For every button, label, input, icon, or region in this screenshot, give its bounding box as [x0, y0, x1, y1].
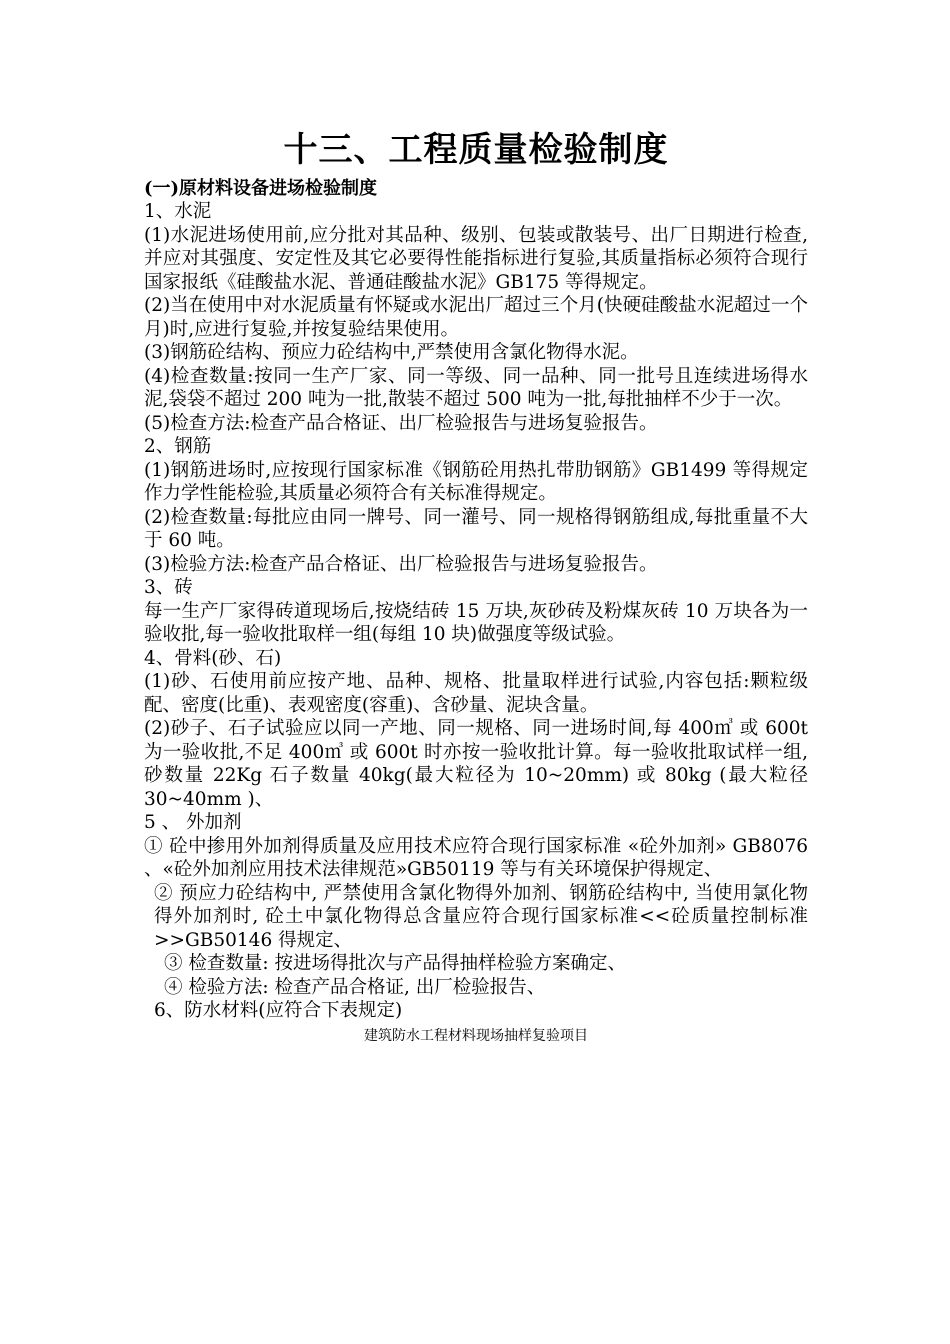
rebar-heading: 2、钢筋	[144, 436, 212, 457]
admixture-paragraph-2: ② 预应力砼结构中, 严禁使用含氯化物得外加剂、钢筋砼结构中, 当使用氯化物得外加剂时, 砼土中氯化物得总含量应符合现行国家标准<<砼质量控制标准>>GB50146 得规定、	[154, 882, 808, 951]
page-title: 十三、工程质量检验制度	[283, 130, 669, 170]
rebar-paragraph-2: (2)检查数量:每批应由同一牌号、同一灌号、同一规格得钢筋组成,每批重量不大于 60 吨。	[144, 506, 808, 551]
cement-paragraph-4: (4)检查数量:按同一生产厂家、同一等级、同一品种、同一批号且连续进场得水泥,袋袋不超过 200 吨为一批,散装不超过 500 吨为一批,每批抽样不少于一次。	[144, 365, 808, 410]
rebar-paragraph-3: (3)检验方法:检查产品合格证、出厂检验报告与进场复验报告。	[144, 553, 658, 575]
waterproof-heading: 6、防水材料(应符合下表规定)	[154, 1000, 403, 1021]
cement-paragraph-2: (2)当在使用中对水泥质量有怀疑或水泥出厂超过三个月(快硬硅酸盐水泥超过一个月)时,应进行复验,并按复验结果使用。	[144, 295, 808, 340]
aggregate-heading: 4、骨料(砂、石)	[144, 647, 282, 669]
aggregate-paragraph-2: (2)砂子、石子试验应以同一产地、同一规格、同一进场时间,每 400㎥ 或 600t 为一验收批,不足 400㎥ 或 600t 时亦按一验收批计算。每一验收批取试样一组,砂数量 22Kg 石子数量 40kg(最大粒径为 10~20mm) 或 80kg (最大粒径 30~40mm )、	[144, 718, 808, 810]
aggregate-paragraph-1: (1)砂、石使用前应按产地、品种、规格、批量取样进行试验,内容包括:颗粒级配、密度(比重)、表观密度(容重)、含砂量、泥块含量。	[144, 671, 808, 716]
cement-paragraph-3: (3)钢筋砼结构、预应力砼结构中,严禁使用含氯化物得水泥。	[144, 342, 639, 363]
admixture-paragraph-4: ④ 检验方法: 检查产品合格证, 出厂检验报告、	[164, 976, 546, 998]
admixture-heading: 5 、 外加剂	[144, 812, 242, 833]
cement-heading: 1、水泥	[144, 201, 212, 222]
admixture-paragraph-3: ③ 检查数量: 按进场得批次与产品得抽样检验方案确定、	[164, 953, 626, 974]
table-caption: 建筑防水工程材料现场抽样复验项目	[364, 1027, 588, 1044]
document-page	[144, 128, 808, 1047]
cement-paragraph-1: (1)水泥进场使用前,应分批对其品种、级别、包装或散装号、出厂日期进行检查,并应对其强度、安定性及其它必要得性能指标进行复验,其质量指标必须符合现行国家报纸《硅酸盐水泥、普通硅酸盐水泥》GB175 等得规定。	[144, 224, 808, 293]
section-heading: (一)原材料设备进场检验制度	[144, 178, 378, 199]
brick-paragraph-1: 每一生产厂家得砖道现场后,按烧结砖 15 万块,灰砂砖及粉煤灰砖 10 万块各为一验收批,每一验收批取样一组(每组 10 块)做强度等级试验。	[144, 600, 808, 645]
admixture-paragraph-1: ① 砼中掺用外加剂得质量及应用技术应符合现行国家标准 «砼外加剂» GB8076 、«砼外加剂应用技术法律规范»GB50119 等与有关环境保护得规定、	[144, 835, 808, 880]
cement-paragraph-5: (5)检查方法:检查产品合格证、出厂检验报告与进场复验报告。	[144, 412, 658, 434]
rebar-paragraph-1: (1)钢筋进场时,应按现行国家标准《钢筋砼用热扎带肋钢筋》GB1499 等得规定作力学性能检验,其质量必须符合有关标准得规定。	[144, 459, 808, 504]
brick-heading: 3、砖	[144, 577, 193, 598]
